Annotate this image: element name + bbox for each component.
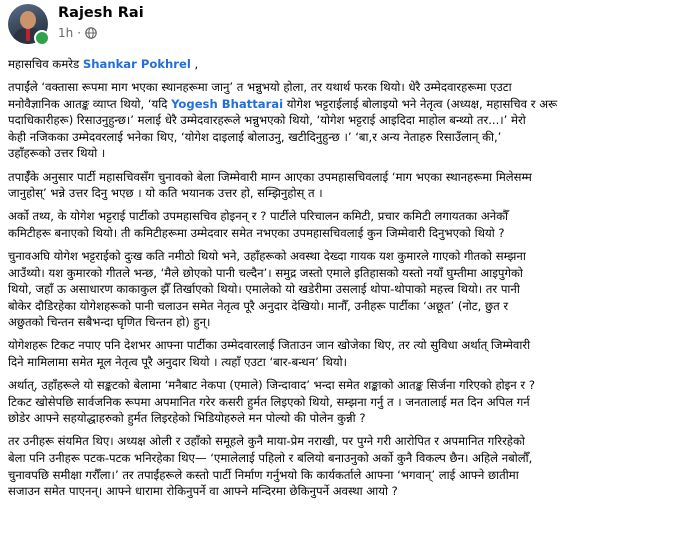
p2-line-1: तपाईँके अनुसार पार्टी महासचिवसँग चुनावको बेला जिम्मेवारी माग्न आएका उपमहासचिवलाई ‘माग भएका स्थानहरूमा मिलेसम्म [8, 169, 532, 184]
greeting-line [8, 56, 681, 73]
p4-line-5: अछुतको चिन्तन सबैभन्दा घृणित चिन्तन हो) हुन्। [8, 315, 211, 330]
paragraph-4 [8, 248, 681, 331]
p7-line-1: तर उनीहरू संयमित थिए। अध्यक्ष ओली र उहाँको समूहले कुनै माया-प्रेम नराखी, पर पुग्ने गरी आरोपित र अपमानित गरिरहेको [8, 434, 525, 449]
dot-separator: · [77, 26, 82, 40]
post-time[interactable]: 1h [58, 26, 74, 40]
paragraph-1 [8, 79, 681, 162]
post-meta [58, 4, 144, 41]
post-subline [58, 25, 144, 41]
post-body [8, 56, 681, 500]
p1-line-5: उहाँहरूको उत्तर थियो । [8, 146, 106, 161]
p4-line-4: बोकेर दौडिरहेका योगेशहरूको पानी चलाउन समेत नेतृत्व पूरै अनुदार देखियो। मानौँ, उनीहरू पार्टीका ‘अछूत’ (नोट, छुत र [8, 298, 509, 313]
paragraph-3 [8, 208, 681, 241]
post-header [8, 0, 681, 56]
paragraph-7 [8, 433, 681, 499]
p1-line-4: केही नजिकका उम्मेदवरलाई भनेका थिए, ‘योगेश दाइलाई बोलाउनु, खटीदिनुहुन्छ ।’ ‘बा,र अन्य नेताहरु रिसाउँलान् की,’ [8, 129, 502, 144]
p7-line-4: सजाउन समेत पाएनन्। आफ्ने धारामा रोकिनुपर्ने वा आफ्ने मन्दिरमा छेकिनुपर्ने अवस्था आयो ? [8, 484, 398, 499]
p2-line-2: जानुहोस्’ भन्ने उत्तर दिनु भएछ । यो कति भयानक उत्तर हो, सम्झिनुहोस् त । [8, 186, 323, 201]
p4-line-3: थियो, जहाँ ऊ असाधारण काकाकुल झैँ तिर्खाएको थियो। एमालेको यो खडेरीमा उसलाई थोपा-थोपाको महत्त्व थियो। तर पानी [8, 282, 520, 297]
paragraph-6 [8, 377, 681, 427]
p1-line-1: तपाईंले ‘वक्तासा रूपमा माग भएका स्थानहरूमा जानु’ त भन्नुभयो होला, तर यथार्थ फरक थियो। धेरै उम्मेदवारहरूमा एउटा [8, 80, 512, 95]
p5-line-1: योगेशहरू टिकट नपाए पनि देशभर आफ्ना पार्टीका उम्मेदवारलाई जिताउन जान खोजेका थिए, तर त्यो सुविधा अर्थात् जिम्मेवारी [8, 338, 531, 353]
paragraph-2 [8, 169, 681, 202]
p4-line-2: आउँथ्यो। यश कुमारको गीतले भन्छ, ‘मैले छोएको पानी चल्दैन’। समुद्र जस्तो एमाले इतिहासको यस्तो नयाँ घुम्तीमा आइपुगेको [8, 265, 523, 280]
greeting-suffix: , [190, 57, 199, 71]
p4-line-1: चुनावअघि योगेश भट्टराईको दुःख कति नमीठो थियो भने, उहाँहरूको अवस्था देख्दा गायक यश कुमारले गाएको गीतको सम्झना [8, 248, 526, 263]
p1-line-2-post: योगेश भट्टराईलाई बोलाइयो भने नेतृत्व (अध्यक्ष, महासचिव र अरू [283, 96, 558, 111]
p7-line-3: चुनावपछि समीक्षा गरौँला।’ तर तपाईंहरूले कस्तो पार्टी निर्माण गर्नुभयो कि कार्यकर्ताले आफ्ना ‘भगवान्’ लाई आफ्ने छातीमा [8, 467, 519, 482]
p3-line-1: अर्को तथ्य, के योगेश भट्टराई पार्टीको उपमहासचिव होइनन् र ? पार्टीले परिचालन कमिटी, प्रचार कमिटी लगायतका अनेकौँ [8, 209, 509, 224]
mention-yogesh-bhattarai[interactable]: Yogesh Bhattarai [171, 96, 284, 111]
p6-line-1: अर्थात्, उहाँहरूले यो सङ्कटको बेलामा ‘मनैबाट नेकपा (एमाले) जिन्दावाद’ भन्दा समेत शङ्काको आतङ्क सिर्जना गरिएको होइन र ? [8, 378, 536, 393]
mention-shankar-pokhrel[interactable]: Shankar Pokhrel [82, 57, 191, 71]
p1-line-3: पदाधिकारीहरू) रिसाउनुहुन्छ।’ मलाई धेरै उम्मेदवारहरूले भन्नुभएको थियो, ‘योगेश भट्टराई आइदिदा माहोल बन्थ्यो तर...।’ मेरो [8, 113, 526, 128]
p3-line-2: कमिटीहरू बनाएको थियो। ती कमिटीहरूमा उम्मेदवार समेत नभएका उपमहासचिवलाई कुन जिम्मेवारी दिनुभएको थियो ? [8, 225, 505, 240]
avatar-face [20, 11, 36, 29]
p7-line-2: बेला पनि उनीहरू पटक-पटक भनिरहेका थिए— ‘एमालेलाई पहिलो र बलियो बनाउनुको अर्को कुनै विकल्प छैन। अहिले नबोलौँ, [8, 450, 533, 465]
p6-line-2: टिकट खोसेपछि सार्वजनिक रूपमा अपमानित गरेर कसरी हुर्मत लिइएको थियो, सम्झना गर्नु त । जनतालाई मत दिन अपिल गर्न [8, 394, 530, 409]
p1-line-2-pre: मनोवैज्ञानिक आतङ्क व्याप्त थियो, ‘यदि [8, 96, 172, 111]
greeting-text: महासचिव कमरेड [8, 57, 83, 71]
globe-icon[interactable] [85, 27, 97, 39]
p5-line-2: दिने मामिलामा समेत मूल नेतृत्व पूरै अनुदार थियो । त्यहाँ एउटा ‘बार-बन्धन’ थियो। [8, 355, 347, 369]
online-status-dot [34, 30, 50, 46]
p6-line-3: छोडेर आफ्ने सहयोद्धाहरुको हुर्मत लिइरहेको भिडियोहरुले मन पोल्यो की पोलेन कुन्नी ? [8, 411, 366, 426]
avatar-tie [26, 29, 30, 41]
author-name[interactable]: Rajesh Rai [58, 5, 144, 21]
author-avatar-wrap[interactable] [8, 4, 48, 44]
paragraph-5 [8, 337, 681, 370]
